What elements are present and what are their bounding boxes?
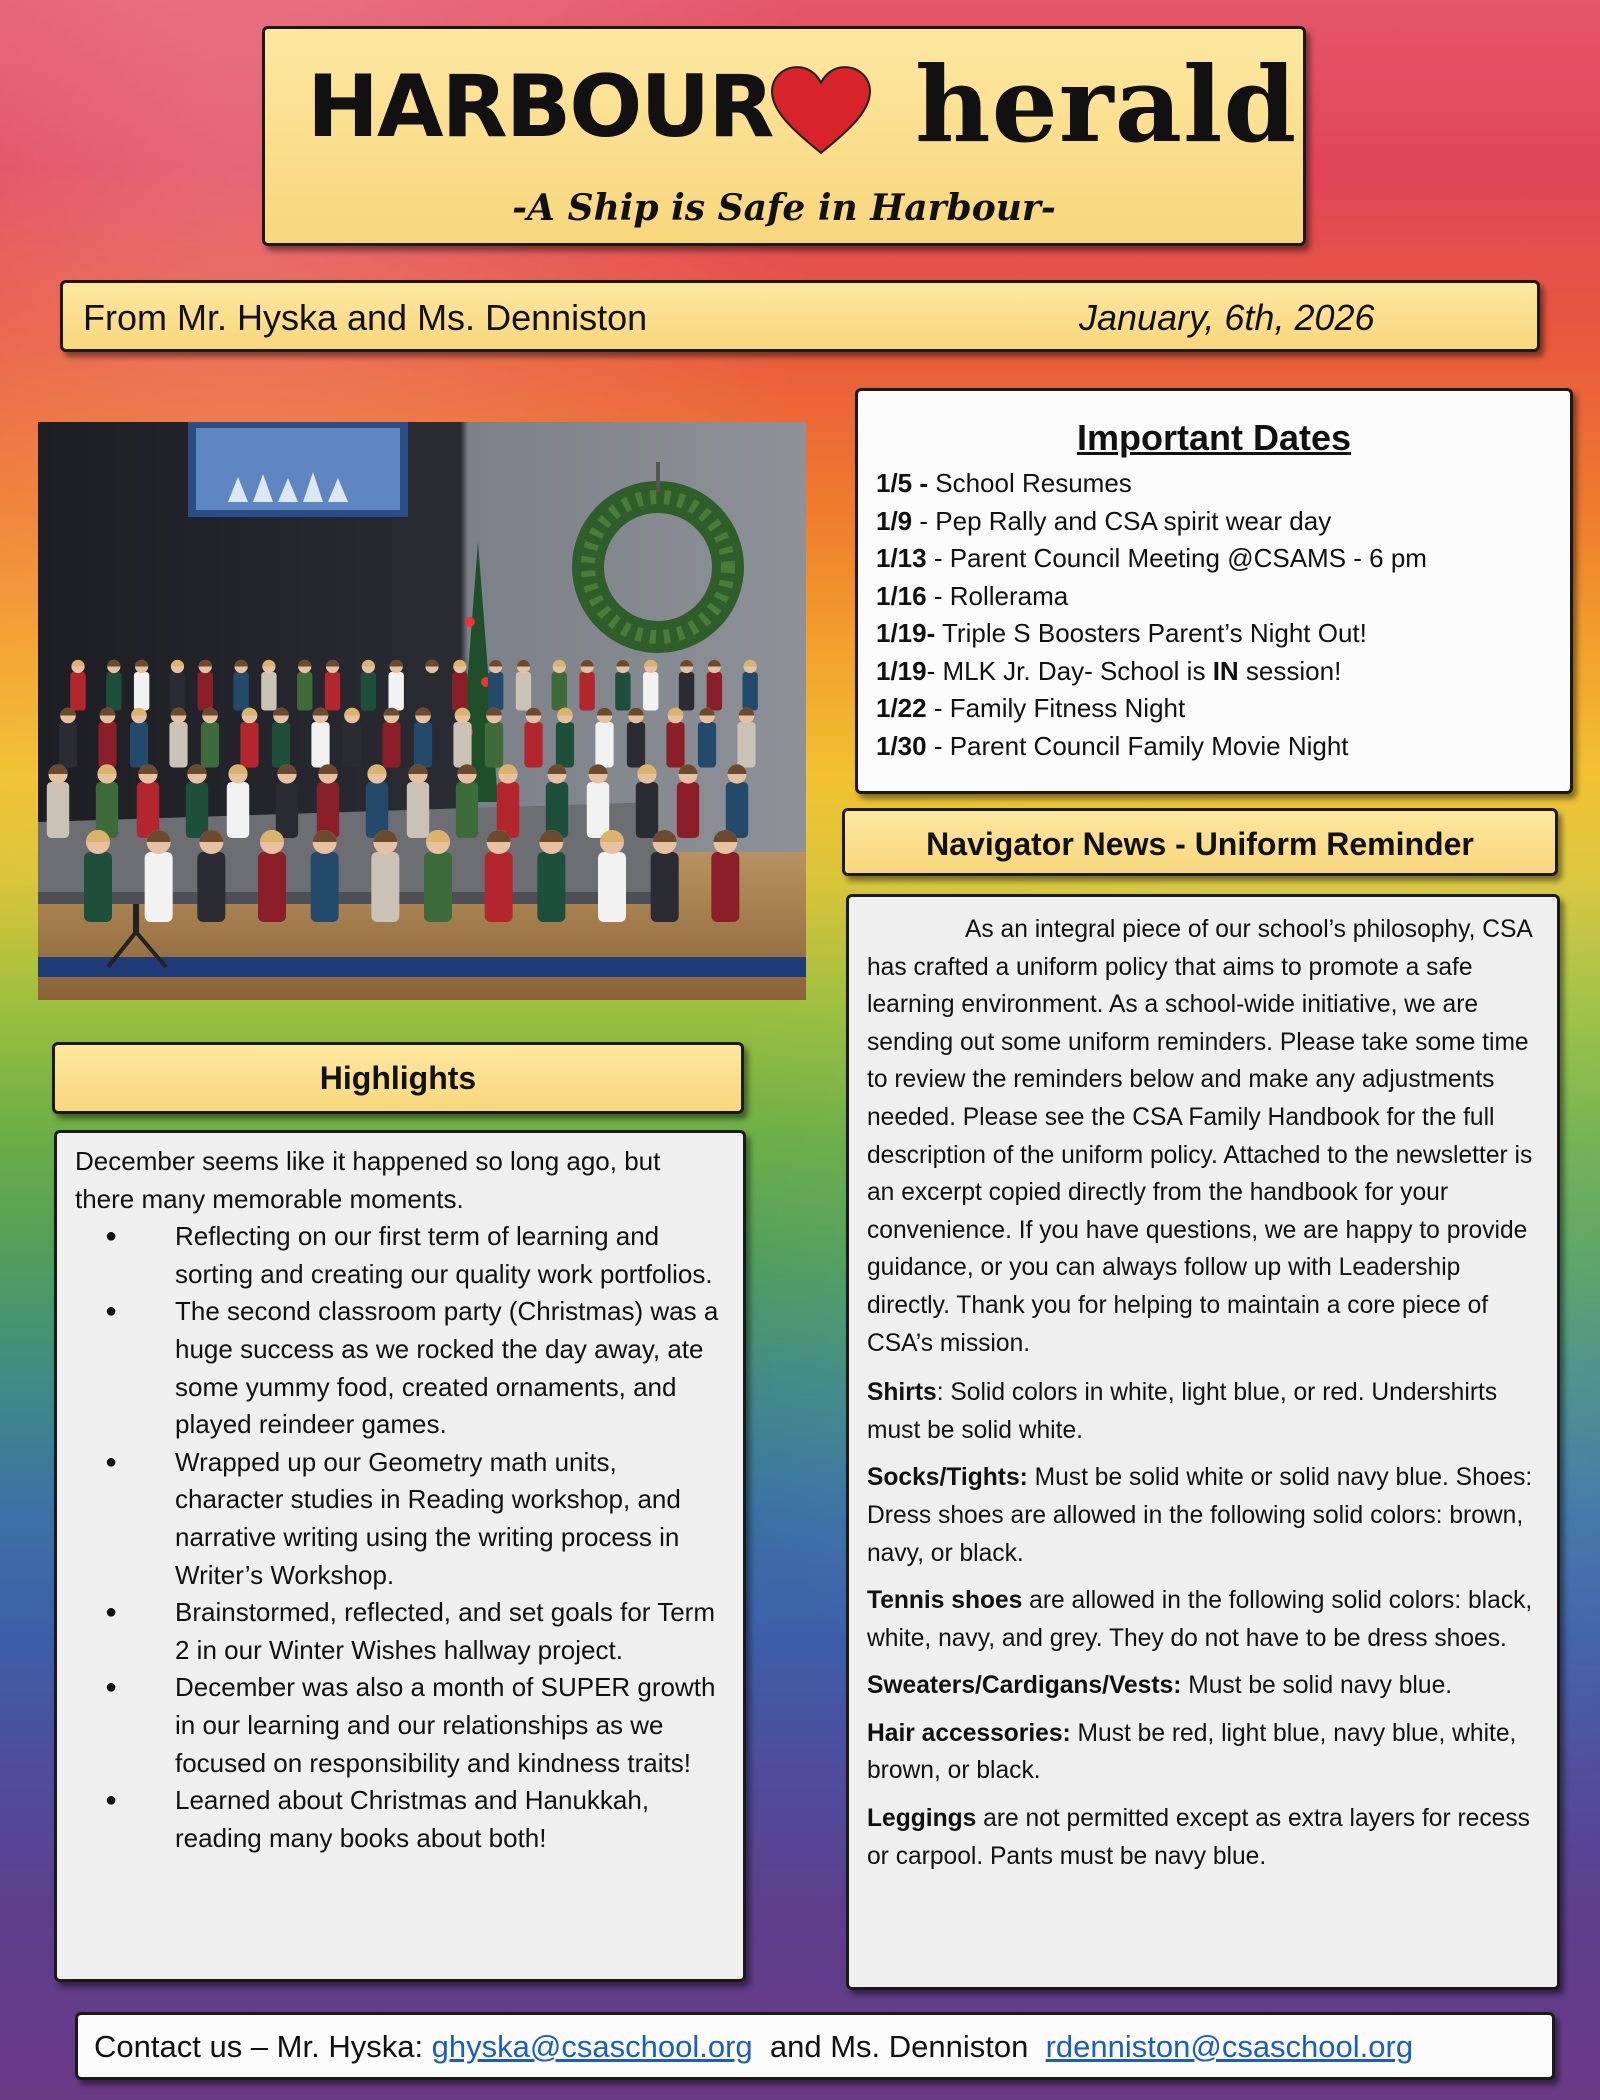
choir-child bbox=[311, 722, 329, 768]
list-item: ● Wrapped up our Geometry math units, character studies in Reading workshop, and narrative writing using the writing process in Writer’s Workshop. bbox=[75, 1444, 725, 1594]
date-item: 1/16 - Rollerama bbox=[876, 580, 1069, 611]
choir-child bbox=[169, 722, 187, 768]
choir-child bbox=[240, 722, 258, 768]
uniform-rule: Socks/Tights: Must be solid white or solid navy blue. Shoes: Dress shoes are allowed in the following solid colors: brown, navy, or black. bbox=[867, 1464, 1533, 1567]
choir-child bbox=[556, 722, 574, 768]
uniform-intro: As an integral piece of our school’s philosophy, CSA has crafted a uniform policy that aims to promote a safe learning environment. As a school-wide initiative, we are sending out some uniform reminders. Please take some time to review the reminders below and make any adjustments needed. Please see the CSA Family Handbook for the full description of the uniform policy. Attached to the newsletter is an excerpt copied directly from the handbook for your convenience. If you have questions, we are happy to provide guidance, or you can always follow up with Leadership directly. Thank you for helping to maintain a core piece of CSA’s mission. bbox=[867, 916, 1533, 1357]
choir-child bbox=[388, 672, 403, 711]
bullet-icon: ● bbox=[105, 1450, 118, 1473]
highlights-title: Highlights bbox=[319, 1060, 477, 1096]
choir-child bbox=[106, 672, 121, 711]
choir-child bbox=[186, 782, 208, 838]
choir-child bbox=[70, 672, 85, 711]
choir-concert-photo bbox=[38, 422, 806, 1000]
choir-child bbox=[197, 852, 225, 922]
choir-child bbox=[317, 782, 339, 838]
choir-child bbox=[311, 852, 339, 922]
choir-child bbox=[137, 782, 159, 838]
choir-child bbox=[98, 722, 116, 768]
choir-child bbox=[130, 722, 148, 768]
choir-child bbox=[452, 672, 467, 711]
masthead bbox=[262, 26, 1306, 246]
list-item: ● Reflecting on our first term of learning and sorting and creating our quality work portfolios. bbox=[75, 1218, 725, 1293]
choir-child bbox=[598, 852, 626, 922]
email-link-hyska[interactable]: ghyska@csaschool.org bbox=[431, 2029, 753, 2064]
choir-child bbox=[272, 722, 290, 768]
bullet-icon: ● bbox=[105, 1601, 118, 1624]
choir-child bbox=[537, 852, 565, 922]
choir-child bbox=[636, 782, 658, 838]
date-item: 1/5 - School Resumes bbox=[876, 468, 1132, 498]
choir-child bbox=[595, 722, 613, 768]
choir-child bbox=[666, 722, 684, 768]
choir-child bbox=[579, 672, 594, 711]
choir-child bbox=[361, 672, 376, 711]
highlights-header bbox=[52, 1042, 744, 1114]
uniform-rule: Hair accessories: Must be red, light blue, navy blue, white, brown, or black. bbox=[867, 1719, 1517, 1785]
choir-child bbox=[677, 782, 699, 838]
choir-child bbox=[587, 782, 609, 838]
choir-child bbox=[516, 672, 531, 711]
choir-child bbox=[643, 672, 658, 711]
choir-child bbox=[198, 672, 213, 711]
uniform-rule: Leggings are not permitted except as extra layers for recess or carpool. Pants must be navy blue. bbox=[867, 1805, 1530, 1870]
from-authors: From Mr. Hyska and Ms. Denniston bbox=[83, 297, 648, 338]
heart-icon bbox=[770, 65, 872, 157]
choir-child bbox=[497, 782, 519, 838]
choir-child bbox=[59, 722, 77, 768]
navigator-news-header bbox=[842, 808, 1558, 876]
list-item: ● Learned about Christmas and Hanukkah, reading many books about both! bbox=[75, 1782, 725, 1857]
choir-child bbox=[170, 672, 185, 711]
date-item: 1/19- Triple S Boosters Parent’s Night Out! bbox=[876, 618, 1367, 648]
list-item: ● The second classroom party (Christmas) was a huge success as we rocked the day away, ate some yummy food, created ornaments, and played reindeer games. bbox=[75, 1293, 725, 1443]
choir-child bbox=[737, 722, 755, 768]
choir-child bbox=[698, 722, 716, 768]
choir-child bbox=[726, 782, 748, 838]
choir-child bbox=[453, 722, 471, 768]
choir-child bbox=[424, 852, 452, 922]
choir-child bbox=[424, 672, 439, 711]
choir-child bbox=[227, 782, 249, 838]
choir-child bbox=[615, 672, 630, 711]
choir-child bbox=[546, 782, 568, 838]
choir-child bbox=[201, 722, 219, 768]
date-item: 1/9 - Pep Rally and CSA spirit wear day bbox=[876, 505, 1332, 536]
choir-child bbox=[261, 672, 276, 711]
date-item: 1/22 - Family Fitness Night bbox=[876, 693, 1186, 723]
bullet-icon: ● bbox=[105, 1225, 118, 1248]
choir-child bbox=[711, 852, 739, 922]
date-item: 1/13 - Parent Council Meeting @CSAMS - 6 pm bbox=[876, 543, 1427, 573]
choir-child bbox=[297, 672, 312, 711]
choir-child bbox=[325, 672, 340, 711]
date-item: 1/19- MLK Jr. Day- School is IN session! bbox=[876, 655, 1342, 686]
choir-child bbox=[627, 722, 645, 768]
choir-child bbox=[414, 722, 432, 768]
bullet-icon: ● bbox=[105, 1676, 118, 1699]
uniform-rule: Shirts: Solid colors in white, light blue, or red. Undershirts must be solid white. bbox=[867, 1379, 1498, 1444]
choir-child bbox=[96, 782, 118, 838]
choir-child bbox=[679, 672, 694, 711]
choir-child bbox=[276, 782, 298, 838]
date-item: 1/30 - Parent Council Family Movie Night bbox=[876, 730, 1349, 761]
choir-child bbox=[485, 722, 503, 768]
important-dates-title: Important Dates bbox=[1076, 417, 1352, 458]
choir-child bbox=[233, 672, 248, 711]
important-dates-panel bbox=[855, 388, 1573, 794]
title-harbour: HARBOUR bbox=[307, 57, 773, 157]
choir-child bbox=[134, 672, 149, 711]
choir-child bbox=[707, 672, 722, 711]
from-bar bbox=[60, 280, 1540, 352]
choir-child bbox=[742, 672, 757, 711]
choir-child bbox=[47, 782, 69, 838]
choir-child bbox=[371, 852, 399, 922]
choir-child bbox=[343, 722, 361, 768]
highlights-list bbox=[75, 1218, 725, 1857]
choir-child bbox=[258, 852, 286, 922]
choir-child bbox=[485, 852, 513, 922]
highlights-intro: December seems like it happened so long ago, but there many memorable moments. bbox=[75, 1146, 661, 1214]
highlights-body bbox=[54, 1130, 746, 1982]
navigator-news-body bbox=[846, 894, 1560, 1990]
title-herald: herald bbox=[915, 43, 1298, 166]
choir-child bbox=[488, 672, 503, 711]
list-item: ● Brainstormed, reflected, and set goals for Term 2 in our Winter Wishes hallway project. bbox=[75, 1594, 725, 1669]
newsletter-title bbox=[265, 43, 1303, 166]
choir-child bbox=[651, 852, 679, 922]
bullet-icon: ● bbox=[105, 1300, 118, 1323]
uniform-rule: Sweaters/Cardigans/Vests: Must be solid navy blue. bbox=[867, 1672, 1453, 1700]
email-link-denniston[interactable]: rdenniston@csaschool.org bbox=[1045, 2029, 1414, 2064]
bullet-icon: ● bbox=[105, 1789, 118, 1812]
list-item: ● December was also a month of SUPER growth in our learning and our relationships as we focused on responsibility and kindness traits! bbox=[75, 1669, 725, 1782]
navigator-news-title: Navigator News - Uniform Reminder bbox=[926, 826, 1474, 862]
choir-child bbox=[552, 672, 567, 711]
contact-line: Contact us – Mr. Hyska: ghyska@csaschool.org and Ms. Denniston rdenniston@csaschool.org bbox=[94, 2029, 1414, 2064]
contact-bar bbox=[75, 2012, 1555, 2080]
choir-child bbox=[407, 782, 429, 838]
uniform-rule: Tennis shoes are allowed in the following solid colors: black, white, navy, and grey. They do not have to be dress shoes. bbox=[867, 1587, 1533, 1652]
choir-child bbox=[366, 782, 388, 838]
choir-child bbox=[456, 782, 478, 838]
motto: -A Ship is Safe in Harbour- bbox=[512, 187, 1056, 229]
issue-date: January, 6th, 2026 bbox=[1079, 297, 1375, 338]
choir-child bbox=[84, 852, 112, 922]
choir-child bbox=[382, 722, 400, 768]
choir-child bbox=[145, 852, 173, 922]
choir-child bbox=[524, 722, 542, 768]
